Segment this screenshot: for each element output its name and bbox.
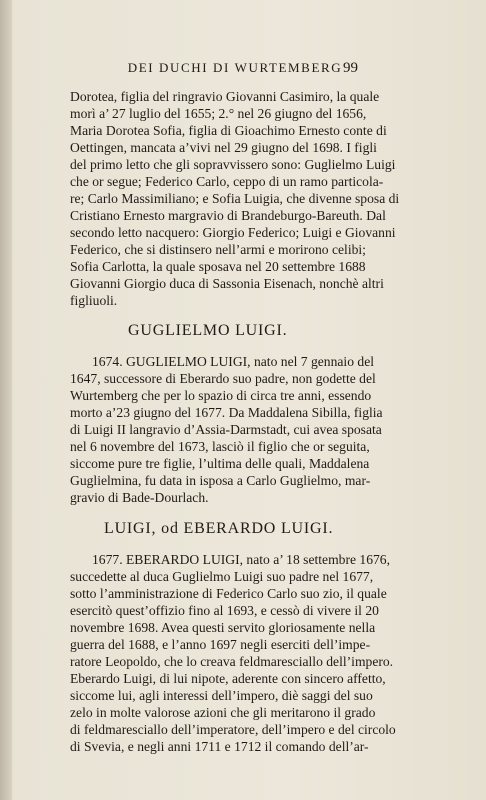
paragraph-line: esercitò quest’offizio fino al 1693, e cessò di vivere il 20: [70, 603, 379, 618]
paragraph-line: ratore Leopoldo, che lo creava feldmaresciallo dell’impero.: [70, 654, 394, 669]
paragraph-line: Eberardo Luigi, di lui nipote, aderente con sincero affetto,: [70, 671, 386, 686]
paragraph-line: 1674. GUGLIELMO LUIGI, nato nel 7 gennaio del: [92, 354, 375, 369]
paragraph-line: Oettingen, mancata a’vivi nel 29 giugno del 1698. I figli: [70, 140, 377, 155]
paragraph-line: gravio di Bade-Dourlach.: [70, 490, 209, 505]
paragraph-line: Guglielmina, fu data in isposa a Carlo Guglielmo, mar-: [70, 473, 371, 488]
page-gutter: [0, 0, 12, 800]
paragraph-line: che or segue; Federico Carlo, ceppo di un ramo particola-: [70, 174, 384, 189]
paragraph-line: di feldmaresciallo dell’imperatore, dell’impero e del circolo: [70, 722, 396, 737]
paragraph-line: 1677. EBERARDO LUIGI, nato a’ 18 settembre 1676,: [92, 552, 391, 567]
paragraph-line: di Luigi II langravio d’Assia-Darmstadt, cui avea sposata: [70, 422, 382, 437]
paragraph-line: Wurtemberg che per lo spazio di circa tre anni, essendo: [70, 388, 372, 403]
paragraph-line: re; Carlo Massimiliano; e Sofia Luigia, che divenne sposa di: [70, 191, 400, 206]
paragraph-line: siccome pure tre figlie, l’ultima delle quali, Maddalena: [70, 456, 370, 471]
paragraph-line: Maria Dorotea Sofia, figlia di Gioachimo Ernesto conte di: [70, 123, 387, 138]
paragraph-line: Sofia Carlotta, la quale sposava nel 20 settembre 1688: [70, 259, 366, 274]
paragraph-line: morì a’ 27 luglio del 1655; 2.° nel 26 giugno del 1656,: [70, 106, 367, 121]
paragraph-line: secondo letto nacquero: Giorgio Federico; Luigi e Giovanni: [70, 225, 396, 240]
paragraph-line: di Svevia, e negli anni 1711 e 1712 il comando dell’ar-: [70, 739, 369, 754]
paragraph-line: Federico, che si distinsero nell’armi e morirono celibi;: [70, 242, 366, 257]
section-title-guglielmo-luigi: GUGLIELMO LUIGI.: [128, 322, 288, 339]
paragraph-line: figliuoli.: [70, 293, 118, 308]
paragraph-line: del primo letto che gli sopravvissero sono: Guglielmo Luigi: [70, 157, 396, 172]
paragraph-line: Dorotea, figlia del ringravio Giovanni Casimiro, la quale: [70, 89, 380, 104]
paragraph-line: siccome lui, agli interessi dell’impero, diè saggi del suo: [70, 688, 373, 703]
paragraph-line: Cristiano Ernesto margravio di Brandeburgo-Bareuth. Dal: [70, 208, 386, 223]
paragraph-line: succedette al duca Guglielmo Luigi suo padre nel 1677,: [70, 569, 374, 584]
running-header: DEI DUCHI DI WURTEMBERG: [127, 60, 343, 75]
page-number: 99: [343, 60, 358, 76]
paragraph-line: zelo in molte valorose azioni che gli meritarono il grado: [70, 705, 376, 720]
paragraph-line: guerra del 1688, e l’anno 1697 negli eserciti dell’impe-: [70, 637, 371, 652]
paragraph-line: morto a’23 giugno del 1677. Da Maddalena Sibilla, figlia: [70, 405, 383, 420]
paragraph-line: nel 6 novembre del 1673, lasciò il figlio che or seguita,: [70, 439, 370, 454]
paragraph-line: novembre 1698. Avea questi servito gloriosamente nella: [70, 620, 376, 635]
paragraph-line: Giovanni Giorgio duca di Sassonia Eisenach, nonchè altri: [70, 276, 384, 291]
paragraph-line: 1647, successore di Eberardo suo padre, non godette del: [70, 371, 376, 386]
section-title-luigi-od-eberardo-luigi: LUIGI, od EBERARDO LUIGI.: [104, 520, 334, 537]
paragraph-line: sotto l’amministrazione di Federico Carlo suo zio, il quale: [70, 586, 387, 601]
